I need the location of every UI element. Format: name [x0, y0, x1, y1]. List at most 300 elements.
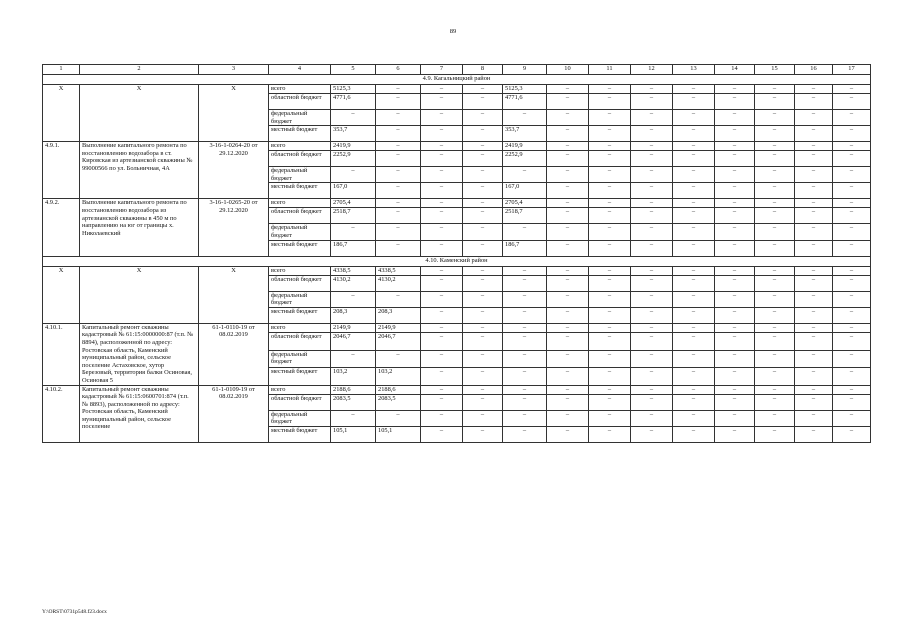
table-row	[43, 199, 871, 208]
value-cell: –	[795, 291, 833, 307]
value-cell: –	[589, 208, 631, 224]
value-cell: –	[715, 208, 755, 224]
value-cell: –	[755, 350, 795, 367]
value-cell: –	[463, 208, 503, 224]
value-cell: 103,2	[376, 368, 421, 385]
value-cell: –	[589, 240, 631, 256]
value-cell: –	[589, 385, 631, 394]
value-cell: –	[631, 426, 673, 442]
value-cell: –	[503, 410, 547, 426]
value-cell: –	[463, 333, 503, 350]
item-number: X	[43, 85, 80, 142]
value-cell: –	[833, 275, 871, 291]
value-cell: –	[463, 323, 503, 333]
value-cell: –	[547, 94, 589, 110]
value-cell: –	[833, 350, 871, 367]
value-cell: –	[715, 394, 755, 410]
table-row	[43, 323, 871, 333]
value-cell: –	[547, 323, 589, 333]
value-cell: –	[589, 394, 631, 410]
value-cell: –	[755, 291, 795, 307]
value-cell: –	[833, 142, 871, 151]
budget-table-container	[42, 64, 855, 443]
table-row	[43, 142, 871, 151]
column-header: 11	[589, 65, 631, 75]
item-number: 4.9.2.	[43, 199, 80, 256]
value-cell: –	[715, 426, 755, 442]
funding-source: федеральный бюджет	[269, 167, 331, 183]
value-cell: –	[376, 291, 421, 307]
value-cell: –	[833, 85, 871, 94]
value-cell: –	[503, 394, 547, 410]
value-cell: –	[715, 368, 755, 385]
value-cell: –	[421, 110, 463, 126]
value-cell: –	[421, 208, 463, 224]
value-cell: –	[795, 199, 833, 208]
value-cell: –	[463, 183, 503, 199]
value-cell: –	[673, 323, 715, 333]
value-cell: –	[833, 94, 871, 110]
value-cell: –	[833, 240, 871, 256]
item-name: Капитальный ремонт скважины кадастровый № 61:15:0000000:87 (т.п. № 8894), расположенной по адресу: Ростовская область, Каменский муниципальный район, сельское поселение Астаховское, хутор Березовый, территория балки Осиновая, Осиновая 5	[80, 323, 199, 385]
value-cell: –	[631, 368, 673, 385]
value-cell: –	[463, 266, 503, 275]
value-cell: –	[376, 183, 421, 199]
funding-source: всего	[269, 199, 331, 208]
value-cell: 4338,5	[376, 266, 421, 275]
value-cell: –	[547, 110, 589, 126]
value-cell: –	[503, 110, 547, 126]
value-cell: –	[503, 333, 547, 350]
value-cell: –	[795, 208, 833, 224]
value-cell: –	[421, 350, 463, 367]
value-cell: –	[503, 266, 547, 275]
value-cell: –	[547, 307, 589, 323]
value-cell: –	[795, 394, 833, 410]
value-cell: –	[631, 394, 673, 410]
item-name: Выполнение капитального ремонта по восстановлению водозабора из артезианской скважины в 450 м по направлению на юг от границы х. Николаевский	[80, 199, 199, 256]
value-cell: –	[833, 323, 871, 333]
column-header: 12	[631, 65, 673, 75]
value-cell: 2046,7	[376, 333, 421, 350]
value-cell: –	[795, 350, 833, 367]
value-cell: –	[463, 240, 503, 256]
value-cell: –	[673, 275, 715, 291]
value-cell: 2046,7	[331, 333, 376, 350]
value-cell: –	[631, 142, 673, 151]
value-cell: –	[421, 224, 463, 240]
value-cell: –	[673, 85, 715, 94]
value-cell: –	[715, 224, 755, 240]
value-cell: –	[795, 385, 833, 394]
value-cell: –	[833, 394, 871, 410]
value-cell: –	[795, 110, 833, 126]
value-cell: –	[589, 350, 631, 367]
value-cell: –	[833, 183, 871, 199]
value-cell: –	[503, 350, 547, 367]
value-cell: –	[421, 183, 463, 199]
value-cell: –	[795, 142, 833, 151]
table-row	[43, 385, 871, 394]
value-cell: –	[331, 167, 376, 183]
value-cell: –	[421, 199, 463, 208]
value-cell: –	[463, 275, 503, 291]
value-cell: –	[795, 167, 833, 183]
value-cell: –	[795, 426, 833, 442]
value-cell: 2252,9	[331, 151, 376, 167]
value-cell: –	[631, 410, 673, 426]
value-cell: –	[421, 410, 463, 426]
value-cell: 2705,4	[503, 199, 547, 208]
value-cell: –	[589, 199, 631, 208]
value-cell: –	[547, 151, 589, 167]
value-cell: –	[547, 183, 589, 199]
value-cell: –	[755, 385, 795, 394]
value-cell: –	[589, 151, 631, 167]
value-cell: –	[631, 151, 673, 167]
value-cell: –	[631, 275, 673, 291]
value-cell: –	[421, 142, 463, 151]
value-cell: –	[755, 94, 795, 110]
item-name: Капитальный ремонт скважины кадастровый № 61:15:0600701:874 (т.п. № 8893), расположенной по адресу: Ростовская область, Каменский муниципальный район, сельское поселение	[80, 385, 199, 442]
value-cell: –	[503, 224, 547, 240]
value-cell: –	[547, 368, 589, 385]
value-cell: –	[547, 275, 589, 291]
value-cell: –	[589, 94, 631, 110]
value-cell: –	[376, 240, 421, 256]
value-cell: –	[463, 350, 503, 367]
value-cell: –	[631, 183, 673, 199]
funding-source: областной бюджет	[269, 208, 331, 224]
value-cell: –	[421, 151, 463, 167]
column-header: 5	[331, 65, 376, 75]
value-cell: –	[589, 224, 631, 240]
value-cell: –	[547, 394, 589, 410]
value-cell: –	[833, 126, 871, 142]
value-cell: 4130,2	[376, 275, 421, 291]
value-cell: –	[589, 323, 631, 333]
value-cell: –	[631, 240, 673, 256]
value-cell: –	[421, 275, 463, 291]
value-cell: –	[547, 142, 589, 151]
value-cell: –	[673, 350, 715, 367]
value-cell: –	[833, 307, 871, 323]
funding-source: местный бюджет	[269, 307, 331, 323]
value-cell: –	[547, 291, 589, 307]
item-name: Выполнение капитального ремонта по восстановлению водозабора в ст. Кировская из артезианской скважины № 99000566 по ул. Больничная, 4А	[80, 142, 199, 199]
value-cell: –	[715, 350, 755, 367]
value-cell: –	[376, 410, 421, 426]
value-cell: –	[715, 291, 755, 307]
funding-source: областной бюджет	[269, 394, 331, 410]
value-cell: –	[795, 410, 833, 426]
value-cell: –	[421, 240, 463, 256]
section-title: 4.10. Каменский район	[43, 256, 871, 266]
value-cell: –	[376, 142, 421, 151]
item-document: 61-1-0109-19 от 08.02.2019	[199, 385, 269, 442]
footer-file-path: Y:\ORST\0731p548.f23.docx	[42, 609, 107, 615]
value-cell: –	[833, 291, 871, 307]
value-cell: 2705,4	[331, 199, 376, 208]
value-cell: 186,7	[503, 240, 547, 256]
value-cell: –	[463, 85, 503, 94]
value-cell: –	[673, 368, 715, 385]
value-cell: –	[589, 307, 631, 323]
value-cell: –	[503, 291, 547, 307]
value-cell: –	[376, 224, 421, 240]
column-header: 17	[833, 65, 871, 75]
value-cell: –	[376, 85, 421, 94]
value-cell: 103,2	[331, 368, 376, 385]
value-cell: –	[755, 167, 795, 183]
value-cell: –	[795, 183, 833, 199]
value-cell: 2188,6	[331, 385, 376, 394]
value-cell: –	[795, 368, 833, 385]
value-cell: –	[673, 110, 715, 126]
value-cell: –	[463, 368, 503, 385]
value-cell: –	[331, 291, 376, 307]
column-header: 1	[43, 65, 80, 75]
value-cell: –	[673, 224, 715, 240]
value-cell: –	[589, 85, 631, 94]
value-cell: –	[503, 426, 547, 442]
value-cell: –	[795, 275, 833, 291]
value-cell: –	[421, 323, 463, 333]
value-cell: –	[463, 224, 503, 240]
value-cell: –	[463, 426, 503, 442]
value-cell: –	[833, 199, 871, 208]
funding-source: местный бюджет	[269, 368, 331, 385]
value-cell: –	[589, 126, 631, 142]
value-cell: 2518,7	[503, 208, 547, 224]
funding-source: федеральный бюджет	[269, 110, 331, 126]
value-cell: –	[795, 224, 833, 240]
value-cell: –	[631, 199, 673, 208]
value-cell: –	[547, 350, 589, 367]
column-header: 15	[755, 65, 795, 75]
column-header: 7	[421, 65, 463, 75]
value-cell: 2419,9	[503, 142, 547, 151]
item-name: X	[80, 266, 199, 323]
value-cell: –	[755, 333, 795, 350]
funding-source: федеральный бюджет	[269, 350, 331, 367]
column-header: 4	[269, 65, 331, 75]
value-cell: –	[503, 167, 547, 183]
value-cell: –	[755, 368, 795, 385]
value-cell: –	[421, 126, 463, 142]
value-cell: –	[631, 85, 673, 94]
value-cell: 167,0	[331, 183, 376, 199]
column-header-row	[43, 65, 871, 75]
value-cell: –	[755, 199, 795, 208]
value-cell: –	[673, 240, 715, 256]
value-cell: –	[376, 151, 421, 167]
page-number: 89	[449, 28, 457, 35]
value-cell: –	[795, 85, 833, 94]
section-title-row	[43, 75, 871, 85]
value-cell: –	[795, 94, 833, 110]
item-document: 61-1-0110-19 от 08.02.2019	[199, 323, 269, 385]
column-header: 10	[547, 65, 589, 75]
value-cell: –	[331, 410, 376, 426]
value-cell: –	[755, 126, 795, 142]
value-cell: –	[715, 333, 755, 350]
value-cell: 4338,5	[331, 266, 376, 275]
value-cell: –	[463, 199, 503, 208]
value-cell: –	[673, 394, 715, 410]
value-cell: –	[631, 323, 673, 333]
value-cell: –	[755, 426, 795, 442]
funding-source: областной бюджет	[269, 94, 331, 110]
item-document: 3-16-1-0264-20 от 29.12.2020	[199, 142, 269, 199]
column-header: 2	[80, 65, 199, 75]
value-cell: –	[755, 323, 795, 333]
value-cell: –	[463, 167, 503, 183]
value-cell: –	[589, 266, 631, 275]
value-cell: –	[631, 333, 673, 350]
funding-source: местный бюджет	[269, 126, 331, 142]
value-cell: –	[631, 94, 673, 110]
value-cell: –	[631, 266, 673, 275]
funding-source: федеральный бюджет	[269, 224, 331, 240]
value-cell: –	[795, 266, 833, 275]
value-cell: –	[421, 385, 463, 394]
value-cell: –	[715, 142, 755, 151]
column-header: 6	[376, 65, 421, 75]
value-cell: –	[715, 199, 755, 208]
value-cell: –	[631, 167, 673, 183]
value-cell: –	[755, 85, 795, 94]
value-cell: –	[715, 240, 755, 256]
item-number: 4.10.1.	[43, 323, 80, 385]
value-cell: –	[376, 167, 421, 183]
value-cell: –	[715, 151, 755, 167]
value-cell: –	[673, 385, 715, 394]
value-cell: –	[376, 350, 421, 367]
value-cell: –	[631, 291, 673, 307]
value-cell: –	[673, 183, 715, 199]
value-cell: –	[589, 183, 631, 199]
value-cell: –	[833, 224, 871, 240]
value-cell: –	[421, 394, 463, 410]
value-cell: –	[503, 275, 547, 291]
value-cell: –	[631, 126, 673, 142]
value-cell: 353,7	[503, 126, 547, 142]
value-cell: –	[463, 291, 503, 307]
value-cell: –	[376, 110, 421, 126]
value-cell: –	[589, 333, 631, 350]
value-cell: –	[755, 183, 795, 199]
value-cell: –	[463, 142, 503, 151]
value-cell: –	[631, 350, 673, 367]
value-cell: –	[755, 142, 795, 151]
value-cell: –	[547, 85, 589, 94]
value-cell: –	[589, 368, 631, 385]
value-cell: –	[673, 426, 715, 442]
value-cell: –	[755, 151, 795, 167]
column-header: 9	[503, 65, 547, 75]
value-cell: –	[421, 266, 463, 275]
value-cell: –	[833, 266, 871, 275]
value-cell: –	[833, 208, 871, 224]
value-cell: –	[547, 208, 589, 224]
value-cell: –	[673, 142, 715, 151]
value-cell: –	[673, 208, 715, 224]
value-cell: –	[463, 151, 503, 167]
item-name: X	[80, 85, 199, 142]
value-cell: –	[795, 323, 833, 333]
value-cell: –	[589, 410, 631, 426]
value-cell: –	[833, 333, 871, 350]
value-cell: 2419,9	[331, 142, 376, 151]
value-cell: –	[715, 94, 755, 110]
column-header: 3	[199, 65, 269, 75]
value-cell: –	[376, 126, 421, 142]
value-cell: –	[503, 323, 547, 333]
value-cell: –	[421, 307, 463, 323]
value-cell: 2149,9	[376, 323, 421, 333]
value-cell: –	[715, 110, 755, 126]
value-cell: –	[589, 142, 631, 151]
value-cell: 105,1	[331, 426, 376, 442]
value-cell: 2252,9	[503, 151, 547, 167]
value-cell: –	[795, 333, 833, 350]
value-cell: –	[715, 183, 755, 199]
section-title: 4.9. Кагальницкий район	[43, 75, 871, 85]
value-cell: –	[547, 126, 589, 142]
item-number: 4.9.1.	[43, 142, 80, 199]
value-cell: –	[547, 199, 589, 208]
value-cell: –	[463, 307, 503, 323]
value-cell: –	[631, 224, 673, 240]
value-cell: –	[755, 110, 795, 126]
value-cell: 186,7	[331, 240, 376, 256]
item-number: X	[43, 266, 80, 323]
funding-source: всего	[269, 266, 331, 275]
funding-source: всего	[269, 142, 331, 151]
value-cell: –	[715, 385, 755, 394]
value-cell: –	[833, 410, 871, 426]
funding-source: областной бюджет	[269, 151, 331, 167]
value-cell: –	[833, 385, 871, 394]
value-cell: –	[715, 323, 755, 333]
value-cell: –	[463, 410, 503, 426]
value-cell: 353,7	[331, 126, 376, 142]
value-cell: –	[673, 199, 715, 208]
column-header: 16	[795, 65, 833, 75]
value-cell: –	[421, 85, 463, 94]
value-cell: –	[589, 426, 631, 442]
value-cell: –	[673, 291, 715, 307]
item-document: 3-16-1-0265-20 от 29.12.2020	[199, 199, 269, 256]
item-document: X	[199, 85, 269, 142]
value-cell: –	[547, 240, 589, 256]
value-cell: –	[547, 167, 589, 183]
value-cell: 2083,5	[331, 394, 376, 410]
item-document: X	[199, 266, 269, 323]
funding-source: всего	[269, 85, 331, 94]
value-cell: –	[755, 275, 795, 291]
value-cell: 105,1	[376, 426, 421, 442]
table-row	[43, 266, 871, 275]
value-cell: –	[331, 224, 376, 240]
value-cell: 2188,6	[376, 385, 421, 394]
value-cell: –	[631, 208, 673, 224]
value-cell: –	[715, 266, 755, 275]
funding-source: областной бюджет	[269, 333, 331, 350]
value-cell: –	[376, 208, 421, 224]
value-cell: –	[547, 426, 589, 442]
